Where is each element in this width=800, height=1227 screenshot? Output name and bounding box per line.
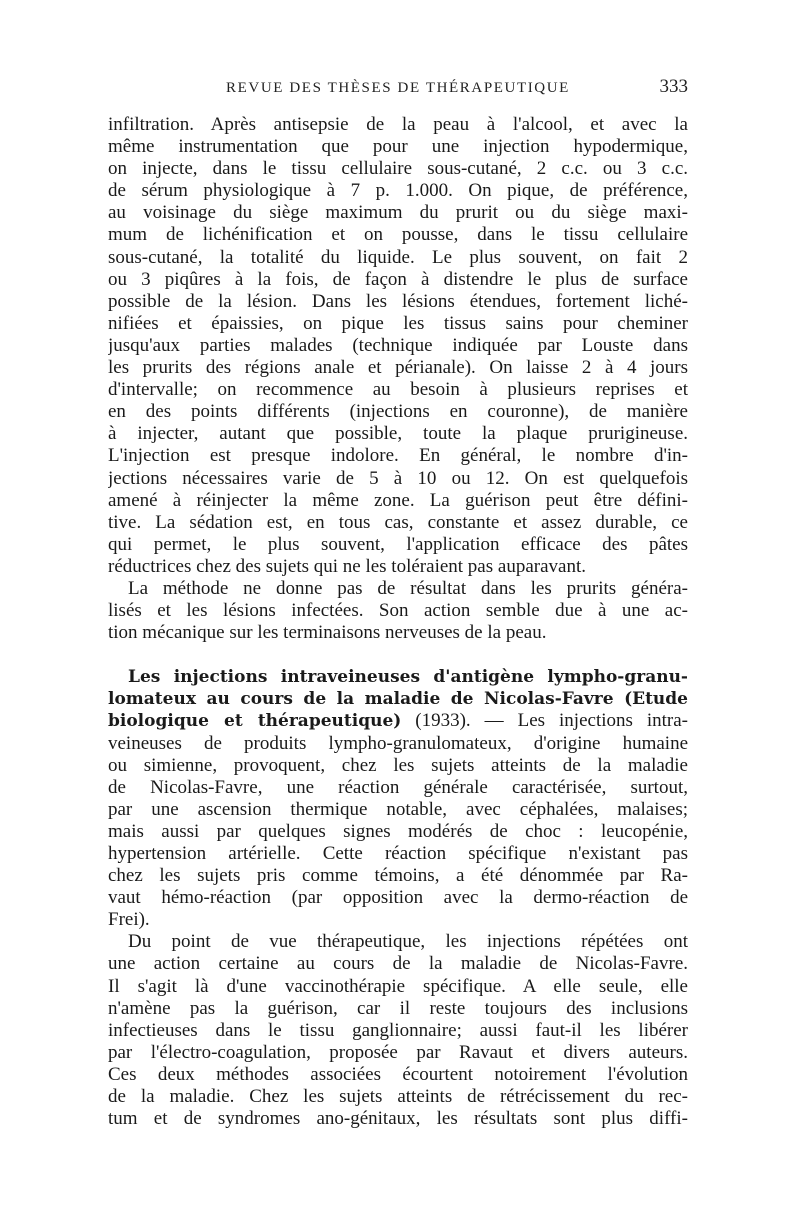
text-line: tion mécanique sur les terminaisons nerveuses de la peau. bbox=[108, 622, 547, 644]
text-line: jusqu'aux parties malades (technique indiquée par Louste dans bbox=[108, 334, 688, 356]
text-line: en des points différents (injections en couronne), de manière bbox=[108, 401, 688, 423]
text-line: on injecte, dans le tissu cellulaire sous-cutané, 2 c.c. ou 3 c.c. bbox=[108, 158, 688, 180]
text-line: chez les sujets pris comme témoins, a été dénommée par Ra- bbox=[108, 865, 688, 887]
text-line: Il s'agit là d'une vaccinothérapie spécifique. A elle seule, elle bbox=[108, 975, 688, 997]
text-line: L'injection est presque indolore. En général, le nombre d'in- bbox=[108, 445, 688, 467]
section-gap bbox=[108, 644, 688, 666]
text-line: Frei). bbox=[108, 909, 150, 931]
section-title-line bbox=[108, 710, 688, 732]
running-title: REVUE DES THÈSES DE THÉRAPEUTIQUE bbox=[226, 80, 570, 96]
text-line: veineuses de produits lympho-granulomateux, d'origine humaine bbox=[108, 732, 688, 754]
text-line: lisés et les lésions infectées. Son action semble due à une ac- bbox=[108, 600, 688, 622]
text-line: d'intervalle; on recommence au besoin à plusieurs reprises et bbox=[108, 379, 688, 401]
text-line: Du point de vue thérapeutique, les injections répétées ont bbox=[128, 931, 688, 953]
text-line: par une ascension thermique notable, avec céphalées, malaises; bbox=[108, 798, 688, 820]
text-line: tive. La sédation est, en tous cas, constante et assez durable, ce bbox=[108, 511, 688, 533]
text-line: Ces deux méthodes associées écourtent notoirement l'évolution bbox=[108, 1063, 688, 1085]
text-line: infiltration. Après antisepsie de la peau à l'alcool, et avec la bbox=[108, 114, 688, 135]
text-line: de sérum physiologique à 7 p. 1.000. On pique, de préférence, bbox=[108, 180, 688, 202]
text-line: hypertension artérielle. Cette réaction spécifique n'existant pas bbox=[108, 843, 688, 864]
text-line: mais aussi par quelques signes modérés de choc : leucopénie, bbox=[108, 820, 688, 842]
text-line: au voisinage du siège maximum du prurit ou du siège maxi- bbox=[108, 202, 688, 224]
text-line: par l'électro-coagulation, proposée par Ravaut et divers auteurs. bbox=[108, 1041, 688, 1063]
text-line: jections nécessaires varie de 5 à 10 ou 12. On est quelquefois bbox=[108, 467, 688, 489]
text-line: à injecter, autant que possible, toute la plaque prurigineuse. bbox=[108, 423, 688, 445]
text-line: réductrices chez des sujets qui ne les toléraient pas auparavant. bbox=[108, 555, 586, 577]
text-line: de la maladie. Chez les sujets atteints de rétrécissement du rec- bbox=[108, 1086, 688, 1108]
section-title-bold: biologique et thérapeutique) bbox=[108, 711, 402, 732]
text-line: ou 3 piqûres à la fois, de façon à distendre le plus de surface bbox=[108, 268, 688, 290]
text-line: possible de la lésion. Dans les lésions étendues, fortement liché- bbox=[108, 290, 688, 312]
text-line: infectieuses dans le tissu ganglionnaire; aussi faut-il les libérer bbox=[108, 1019, 688, 1041]
page-number: 333 bbox=[659, 76, 688, 97]
text-line: sous-cutané, la totalité du liquide. Le plus souvent, on fait 2 bbox=[108, 246, 688, 268]
text-line: nifiées et épaissies, on pique les tissus sains pour cheminer bbox=[108, 312, 688, 334]
paragraph-injection-technique bbox=[108, 114, 688, 578]
text-line: de Nicolas-Favre, une réaction générale caractérisée, surtout, bbox=[108, 776, 688, 798]
page-body bbox=[108, 114, 688, 1130]
text-line: ou simienne, provoquent, chez les sujets atteints de la maladie bbox=[108, 754, 688, 776]
section-nicolas-favre bbox=[108, 666, 688, 931]
paragraph-therapeutic-view bbox=[108, 931, 688, 1130]
text-line: tum et de syndromes ano-génitaux, les résultats sont plus diffi- bbox=[108, 1108, 688, 1130]
text-line: mum de lichénification et on pousse, dans le tissu cellulaire bbox=[108, 224, 688, 246]
text-line: les prurits des régions anale et périanale). On laisse 2 à 4 jours bbox=[108, 357, 688, 379]
text-line: n'amène pas la guérison, car il reste toujours des inclusions bbox=[108, 997, 688, 1019]
page-header bbox=[108, 74, 688, 104]
text-line: une action certaine au cours de la maladie de Nicolas-Favre. bbox=[108, 953, 688, 975]
text-line: La méthode ne donne pas de résultat dans les prurits généra- bbox=[128, 577, 688, 599]
text-line: vaut hémo-réaction (par opposition avec la dermo-réaction de bbox=[108, 887, 688, 909]
text-line: amené à réinjecter la même zone. La guérison peut être défini- bbox=[108, 489, 688, 511]
section-title-line: lomateux au cours de la maladie de Nicolas-Favre (Etude bbox=[108, 689, 688, 710]
section-title-line: Les injections intraveineuses d'antigène lympho-granu- bbox=[128, 667, 688, 688]
text-line: qui permet, le plus souvent, l'application efficace des pâtes bbox=[108, 533, 688, 555]
text-line: même instrumentation que pour une injection hypodermique, bbox=[108, 136, 688, 158]
paragraph-method-limits bbox=[108, 578, 688, 644]
section-title-rest: (1933). — Les injections intra- bbox=[401, 710, 688, 732]
